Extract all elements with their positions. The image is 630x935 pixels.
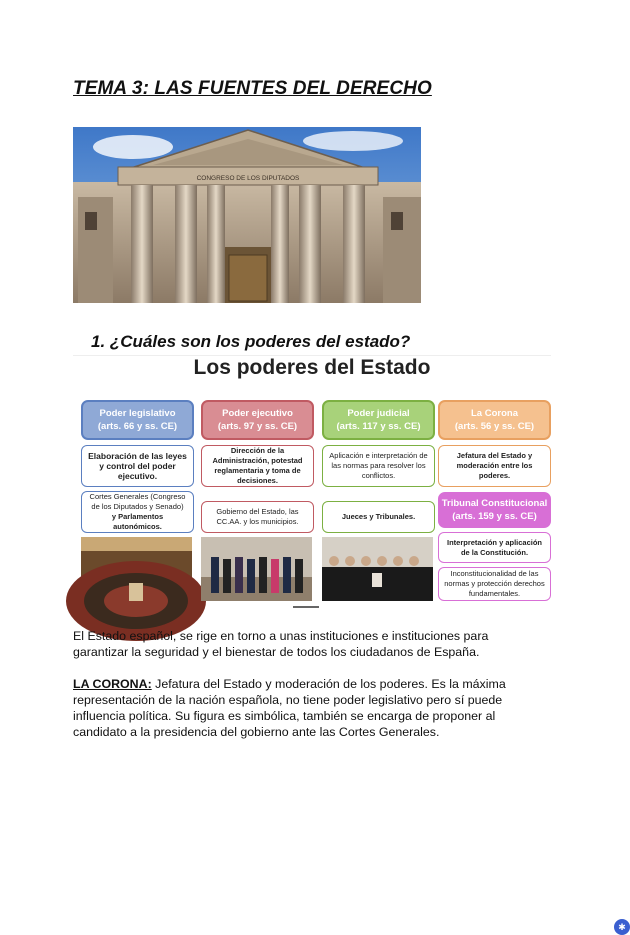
ejecutivo-function: Dirección de la Administración, potestad reglamentaria y toma de decisiones. (201, 445, 314, 487)
header-poder-legislativo (81, 400, 194, 440)
ejecutivo-organs: Gobierno del Estado, las CC.AA. y los municipios. (201, 501, 314, 533)
section-heading: 1. ¿Cuáles son los poderes del estado? (91, 332, 411, 351)
legislativo-organs-b: y Parlamentos autonómicos. (111, 512, 164, 531)
judges-photo (322, 537, 433, 601)
congreso-photo (73, 127, 421, 303)
intro-paragraph: El Estado español, se rige en torno a unas instituciones e instituciones para garantizar la seguridad y el bienestar de todos los ciudadanos de España. (73, 629, 489, 659)
tribunal-function: Interpretación y aplicación de la Constitución. (438, 532, 551, 563)
header-name: Poder judicial (347, 408, 410, 419)
legislativo-organs-a: Cortes Generales (Congreso de los Diputados y Senado) (89, 492, 186, 511)
header-articles: (arts. 97 y ss. CE) (217, 421, 298, 432)
header-name: Poder legislativo (99, 408, 176, 419)
header-articles: (arts. 66 y ss. CE) (97, 421, 178, 432)
expand-icon[interactable]: ✱ (614, 919, 630, 935)
judicial-function: Aplicación e interpretación de las normas para resolver los conflictos. (322, 445, 435, 487)
header-la-corona (438, 400, 551, 440)
slider-indicator[interactable] (293, 606, 319, 608)
header-articles: (arts. 117 y ss. CE) (336, 421, 421, 432)
header-tribunal-constitucional (438, 492, 551, 528)
header-name: Poder ejecutivo (222, 408, 293, 419)
corona-lead: LA CORONA: (73, 677, 152, 691)
header-name: Tribunal Constitucional (441, 498, 548, 509)
infographic-title: Los poderes del Estado (193, 356, 431, 379)
header-articles: (arts. 56 y ss. CE) (454, 421, 535, 432)
tribunal-protection: Inconstitucionalidad de las normas y protección derechos fundamentales. (438, 567, 551, 601)
hero-inscription: CONGRESO DE LOS DIPUTADOS (196, 175, 300, 182)
legislativo-organs (81, 491, 194, 533)
parliament-hemicycle-photo (81, 537, 192, 601)
header-poder-ejecutivo (201, 400, 314, 440)
corona-function: Jefatura del Estado y moderación entre los poderes. (438, 445, 551, 487)
corona-paragraph (73, 676, 543, 740)
legislativo-function: Elaboración de las leyes y control del poder ejecutivo. (81, 445, 194, 487)
government-group-photo (201, 537, 312, 601)
header-poder-judicial (322, 400, 435, 440)
corona-body: Jefatura del Estado y moderación de los poderes. Es la máxima representación de la nación española, no tiene poder legislativo pero sí puede influencia política. Su figura es simbólica, también se encarga de proponer al candidato a la presidencia del gobierno ante las Cortes Generales. (73, 677, 506, 739)
judicial-organs: Jueces y Tribunales. (322, 501, 435, 533)
page-title: TEMA 3: LAS FUENTES DEL DERECHO (73, 78, 432, 99)
header-name: La Corona (471, 408, 518, 419)
header-articles: (arts. 159 y ss. CE) (452, 511, 537, 522)
